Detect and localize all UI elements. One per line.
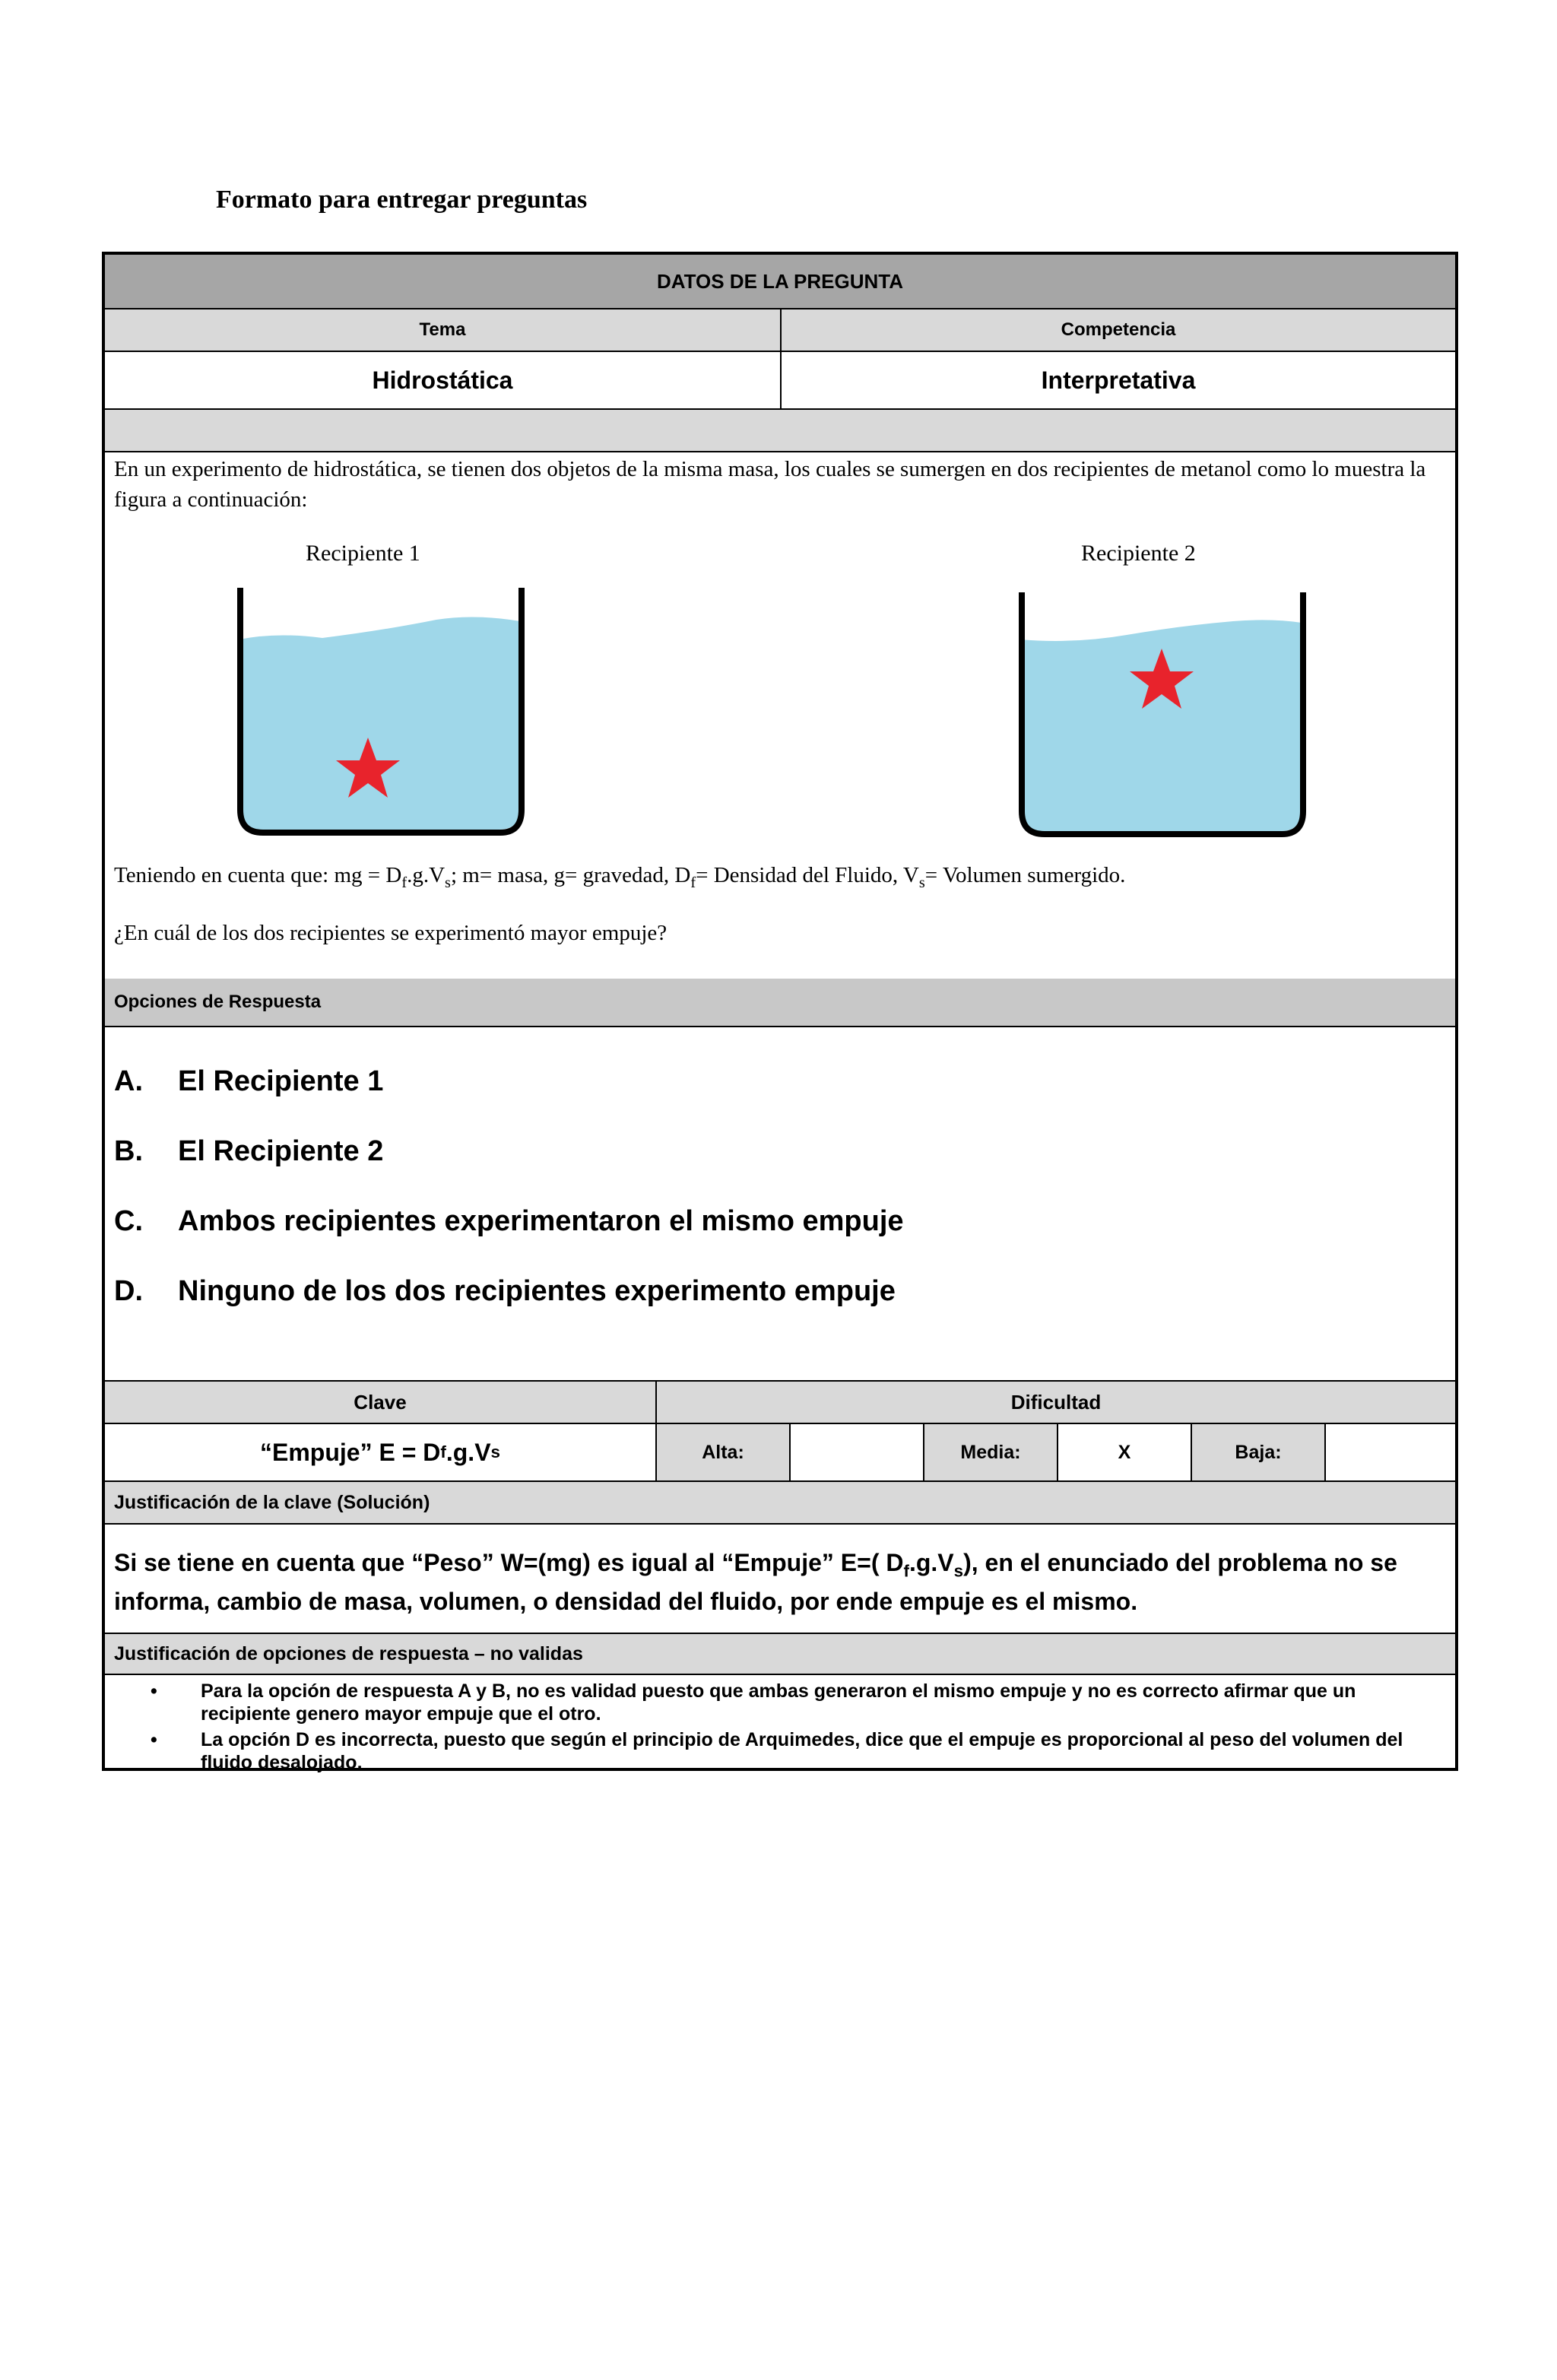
figure-label-recipiente-2: Recipiente 2 (1081, 541, 1196, 566)
option-a: A. El Recipiente 1 (114, 1065, 384, 1097)
list-item: • La opción D es incorrecta, puesto que según el principio de Arquimedes, dice que el empuje es proporcional al peso del volumen del fluido desalojado. (151, 1729, 1403, 1773)
question-form (102, 252, 1458, 1771)
baja-label: Baja: (1192, 1424, 1326, 1482)
section-title: DATOS DE LA PREGUNTA (105, 255, 1455, 309)
figure-label-recipiente-1: Recipiente 1 (306, 541, 420, 566)
question-prompt: ¿En cuál de los dos recipientes se experimentó mayor empuje? (114, 921, 668, 945)
alta-label: Alta: (657, 1424, 791, 1482)
liquid-1 (239, 617, 520, 830)
clave-value: “Empuje” E = D f .g.V s (105, 1424, 657, 1482)
clave-label: Clave (105, 1382, 657, 1424)
formula-statement: Teniendo en cuenta que: mg = $D_f.g.V_s$; m= masa, g= gravedad, $D_f=$ Densidad del Fluido, $V_s=$ Volumen sumergido. (114, 863, 1126, 891)
invalid-header: Justificación de opciones de respuesta – no validas (105, 1633, 1455, 1675)
alta-value (791, 1424, 924, 1482)
option-b: B. El Recipiente 2 (114, 1135, 384, 1167)
question-intro: En un experimento de hidrostática, se tienen dos objetos de la misma masa, los cuales se sumergen en dos recipientes de metanol como lo muestra la figura a continuación: (114, 457, 1426, 512)
tema-value: Hidrostática (105, 352, 782, 410)
container-1-figure (231, 588, 535, 843)
list-item: • Para la opción de respuesta A y B, no es validad puesto que ambas generaron el mismo empuje y no es correcto afirmar que un recipiente genero mayor empuje que el otro. (151, 1680, 1356, 1725)
container-2-figure (1013, 592, 1317, 848)
options-header: Opciones de Respuesta (105, 979, 1455, 1027)
competencia-value: Interpretativa (782, 352, 1455, 410)
media-value: X (1058, 1424, 1192, 1482)
competencia-label: Competencia (782, 309, 1455, 352)
dificultad-label: Dificultad (657, 1382, 1455, 1424)
justification-text: Si se tiene en cuenta que “Peso” W=(mg) es igual al “Empuje” E=( $D_f.g.V_s$), en el enunciado del problema no se informa, cambio de masa, volumen, o densidad del fluido, por ende empuje es el mismo. (114, 1549, 1397, 1616)
blank-band (105, 410, 1455, 452)
option-c: C. Ambos recipientes experimentaron el mismo empuje (114, 1205, 904, 1237)
option-d: D. Ninguno de los dos recipientes experimento empuje (114, 1275, 896, 1307)
tema-label: Tema (105, 309, 782, 352)
media-label: Media: (924, 1424, 1058, 1482)
justification-header: Justificación de la clave (Solución) (105, 1482, 1455, 1525)
baja-value (1326, 1424, 1455, 1482)
document-title: Formato para entregar preguntas (216, 186, 588, 214)
